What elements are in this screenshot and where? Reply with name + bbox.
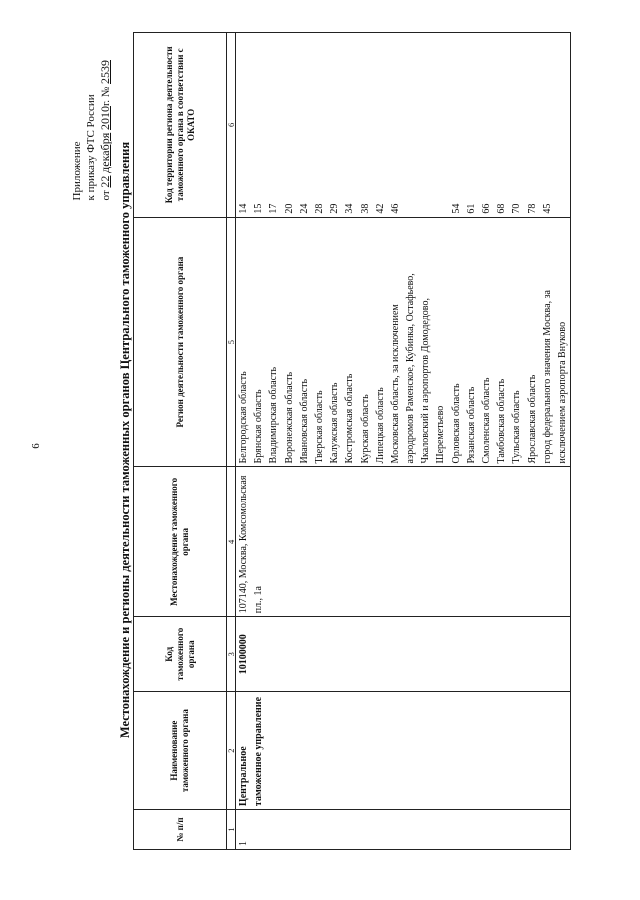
header-row: [134, 33, 227, 850]
okato-code: [403, 36, 418, 214]
region-line: Тульская область: [511, 390, 523, 464]
appendix-line-2: к приказу ФТС России: [85, 94, 97, 201]
okato-code: 34: [344, 203, 356, 214]
row-number: 1: [236, 810, 571, 850]
appendix-block: [70, 60, 113, 200]
customs-name: Центральное таможенное управление: [236, 692, 571, 810]
order-number: 2539: [98, 60, 112, 84]
customs-code: 10100000: [236, 617, 571, 692]
appendix-line-1: Приложение: [71, 141, 83, 201]
okato-code: [555, 36, 570, 214]
region-line: город федерального значения Москва, за: [541, 290, 553, 464]
header-location: Местонахождение таможенного органа: [134, 467, 227, 617]
region-line: Костромская область: [344, 373, 356, 464]
region-line: Белгородская область: [238, 371, 249, 464]
region-line: Калужская область: [329, 382, 341, 464]
region-line: Смоленская область: [481, 377, 492, 464]
column-numbers-row: [227, 33, 236, 850]
column-number: 1: [227, 810, 236, 850]
region-line: Тверская область: [313, 390, 325, 464]
region-line: аэродромов Раменское, Кубинка, Остафьево,: [405, 273, 417, 464]
okato-code: 29: [329, 203, 341, 214]
okato-code: 78: [526, 203, 538, 214]
region-line: Липецкая область: [374, 387, 386, 464]
okato-code: 15: [253, 203, 265, 214]
region-line: Рязанская область: [465, 386, 477, 464]
customs-table: [133, 32, 571, 850]
okato-code: [433, 36, 448, 214]
order-year: 2010: [98, 106, 112, 131]
okato-code: 46: [389, 203, 401, 214]
order-month: декабря: [98, 132, 112, 173]
region-line: Ярославская область: [526, 374, 538, 464]
column-number: 6: [227, 33, 236, 218]
okato-code: 42: [374, 203, 386, 214]
okato-code: 66: [481, 203, 492, 214]
region-line: Чкаловский и аэропортов Домодедово,: [420, 298, 432, 464]
region-line: Тамбовская область: [496, 378, 508, 464]
okato-code: [418, 36, 433, 214]
okato-code: 45: [541, 203, 553, 214]
region-line: Владимирская область: [268, 366, 280, 464]
okato-code: 28: [313, 203, 325, 214]
header-name: Наименование таможенного органа: [134, 692, 227, 810]
column-number: 4: [227, 467, 236, 617]
region-line: Орловская область: [450, 383, 462, 464]
customs-location: 107140, Москва, Комсомольская пл., 1а: [236, 467, 571, 617]
header-num: № п/п: [134, 810, 227, 850]
page-title: Местонахождение и регионы деятельности таможенных органов Центрального таможенного управления: [118, 141, 132, 739]
okato-code: 14: [238, 203, 249, 214]
region-line: Курская область: [359, 394, 371, 464]
region-line: Ивановская область: [298, 378, 310, 464]
regions-cell: [236, 217, 571, 467]
okato-cell: [236, 33, 571, 218]
appendix-line-3: от 22 декабря 2010г. № 2539: [98, 60, 112, 201]
column-number: 5: [227, 217, 236, 467]
okato-code: 20: [283, 203, 295, 214]
region-line: Брянская область: [253, 389, 265, 464]
header-region: Регион деятельности таможенного органа: [134, 217, 227, 467]
region-line: Воронежская область: [283, 371, 295, 464]
okato-code: 70: [511, 203, 523, 214]
okato-code: 54: [450, 203, 462, 214]
region-line: Московская область, за исключением: [389, 304, 401, 464]
okato-code: 61: [465, 203, 477, 214]
column-number: 2: [227, 692, 236, 810]
header-okato: Код территории региона деятельности таможенного органа в соответствии с ОКАТО: [134, 33, 227, 218]
page-number: 6: [29, 443, 42, 449]
order-day: 22: [98, 175, 112, 188]
region-line: исключением аэропорта Внуково: [556, 321, 568, 464]
okato-code: 38: [359, 203, 371, 214]
table-row: [236, 33, 571, 850]
header-code: Код таможенного органа: [134, 617, 227, 692]
okato-code: 17: [268, 203, 280, 214]
column-number: 3: [227, 617, 236, 692]
okato-code: 24: [298, 203, 310, 214]
region-line: Шереметьево: [435, 405, 447, 464]
okato-code: 68: [496, 203, 508, 214]
